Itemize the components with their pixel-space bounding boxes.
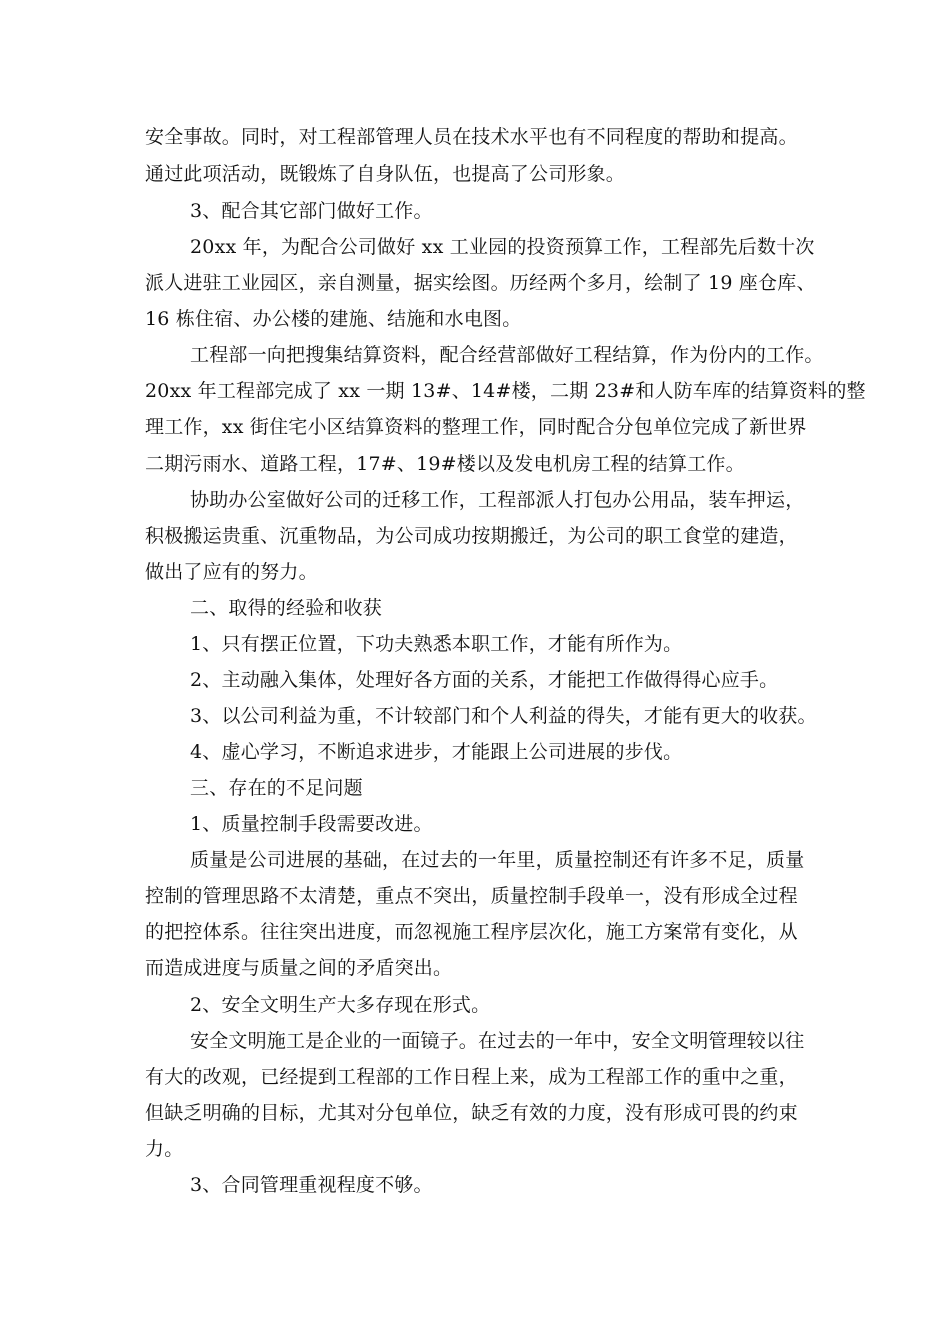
- list-item: 2、主动融入集体，处理好各方面的关系，才能把工作做得得心应手。: [190, 669, 779, 691]
- body-text-line: 理工作，xx 街住宅小区结算资料的整理工作，同时配合分包单位完成了新世界: [145, 416, 807, 438]
- section-item-heading: 3、合同管理重视程度不够。: [190, 1174, 433, 1196]
- body-text-line: 有大的改观，已经提到工程部的工作日程上来，成为工程部工作的重中之重，: [145, 1066, 798, 1088]
- body-text-line: 派人进驻工业园区，亲自测量，据实绘图。历经两个多月，绘制了 19 座仓库、: [145, 272, 816, 294]
- body-text-line: 16 栋住宿、办公楼的建施、结施和水电图。: [145, 308, 522, 330]
- section-heading: 三、存在的不足问题: [190, 777, 363, 799]
- paragraph-first-line: 安全文明施工是企业的一面镜子。在过去的一年中，安全文明管理较以往: [190, 1030, 805, 1052]
- paragraph-first-line: 工程部一向把搜集结算资料，配合经营部做好工程结算，作为份内的工作。: [190, 344, 824, 366]
- list-item: 3、以公司利益为重，不计较部门和个人利益的得失，才能有更大的收获。: [190, 705, 817, 727]
- paragraph-first-line: 协助办公室做好公司的迁移工作，工程部派人打包办公用品，装车押运，: [190, 489, 805, 511]
- body-text-line: 控制的管理思路不太清楚，重点不突出，质量控制手段单一，没有形成全过程: [145, 885, 798, 907]
- body-text-line: 积极搬运贵重、沉重物品，为公司成功按期搬迁，为公司的职工食堂的建造，: [145, 525, 798, 547]
- section-item-heading: 2、安全文明生产大多存现在形式。: [190, 994, 491, 1016]
- body-text-line: 做出了应有的努力。: [145, 561, 318, 583]
- body-text-line: 20xx 年工程部完成了 xx 一期 13#、14#楼，二期 23#和人防车库的结算资料的整: [145, 380, 866, 402]
- body-text-line: 安全事故。同时，对工程部管理人员在技术水平也有不同程度的帮助和提高。: [145, 126, 798, 148]
- list-item: 4、虚心学习，不断追求进步，才能跟上公司进展的步伐。: [190, 741, 683, 763]
- body-text-line: 力。: [145, 1138, 184, 1160]
- body-text-line: 二期污雨水、道路工程，17#、19#楼以及发电机房工程的结算工作。: [145, 453, 745, 475]
- section-item-heading: 1、质量控制手段需要改进。: [190, 813, 433, 835]
- body-text-line: 而造成进度与质量之间的矛盾突出。: [145, 957, 453, 979]
- paragraph-first-line: 质量是公司进展的基础，在过去的一年里，质量控制还有许多不足，质量: [190, 849, 805, 871]
- body-text-line: 通过此项活动，既锻炼了自身队伍，也提高了公司形象。: [145, 163, 626, 185]
- section-heading: 二、取得的经验和收获: [190, 597, 383, 619]
- section-item-heading: 3、配合其它部门做好工作。: [190, 200, 433, 222]
- body-text-line: 但缺乏明确的目标，尤其对分包单位，缺乏有效的力度，没有形成可畏的约束: [145, 1102, 798, 1124]
- paragraph-first-line: 20xx 年，为配合公司做好 xx 工业园的投资预算工作，工程部先后数十次: [190, 236, 815, 258]
- body-text-line: 的把控体系。往往突出进度，而忽视施工程序层次化，施工方案常有变化，从: [145, 921, 798, 943]
- list-item: 1、只有摆正位置，下功夫熟悉本职工作，才能有所作为。: [190, 633, 683, 655]
